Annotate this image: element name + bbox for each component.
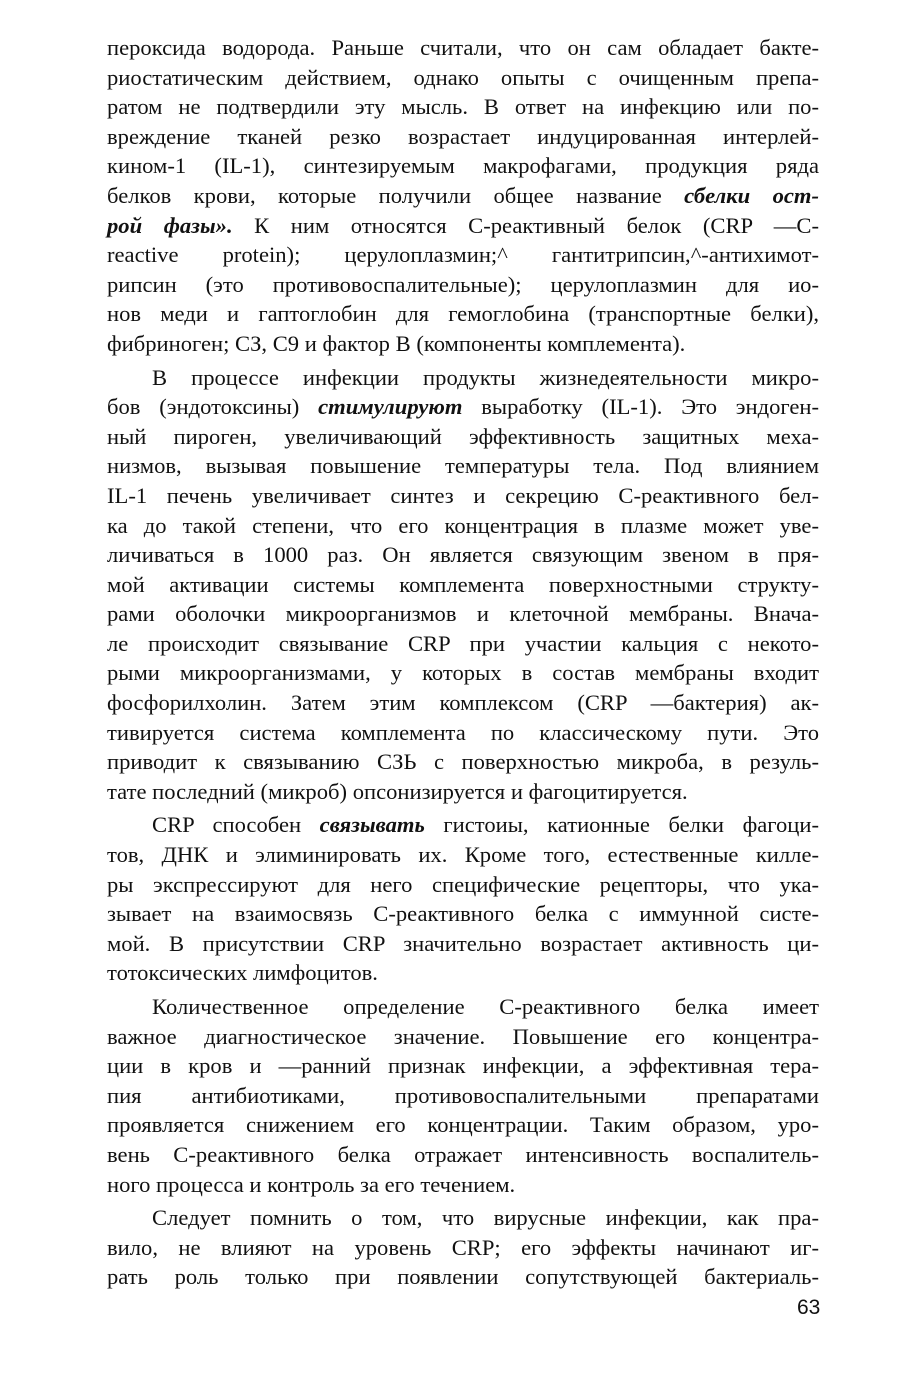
text-line [107, 1022, 819, 1052]
text-line [107, 240, 819, 270]
text-run: вреждение тканей резко возрастает индуцированная интерлей- [107, 123, 819, 149]
text-line [107, 929, 819, 959]
text-line [107, 151, 819, 181]
text-run: CRP способен [152, 812, 320, 838]
paragraph [107, 1203, 819, 1292]
text-line [107, 92, 819, 122]
text-run: гистоиы, катионные белки фагоци- [424, 812, 819, 838]
text-line [107, 747, 819, 777]
emphasized-text: связывать [319, 812, 425, 838]
text-line [107, 1203, 819, 1233]
text-run: риостатическим действием, однако опыты с очищенным препа- [107, 64, 819, 90]
text-run: Следует помнить о том, что вирусные инфекции, как пра- [152, 1205, 819, 1231]
text-line [107, 211, 819, 241]
text-run: мой активации системы комплемента поверхностными структу- [107, 571, 819, 597]
text-line [107, 329, 819, 359]
text-run: reactive protein); церулоплазмин;^ гантитрипсин,^-антихимот- [107, 242, 819, 268]
text-line [107, 299, 819, 329]
text-line [107, 511, 819, 541]
text-run: рыми микроорганизмами, у которых в состав мембраны входит [107, 660, 819, 686]
text-run: тивируется система комплемента по классическому пути. Это [107, 719, 819, 745]
text-run: вило, не влияют на уровень CRP; его эффекты начинают иг- [107, 1234, 819, 1260]
paragraph [107, 363, 819, 807]
text-line [107, 992, 819, 1022]
text-line [107, 63, 819, 93]
text-run: вень С-реактивного белка отражает интенсивность воспалитель- [107, 1141, 819, 1167]
text-line [107, 1140, 819, 1170]
text-line [107, 33, 819, 63]
text-line [107, 1051, 819, 1081]
text-run: рами оболочки микроорганизмов и клеточной мембраны. Внача- [107, 601, 819, 627]
text-line [107, 658, 819, 688]
page-number: 63 [797, 1296, 821, 1319]
text-line [107, 122, 819, 152]
text-run: личиваться в 1000 раз. Он является связующим звеном в пря- [107, 542, 819, 568]
text-line [107, 599, 819, 629]
text-run: проявляется снижением его концентрации. Таким образом, уро- [107, 1112, 819, 1138]
text-run: рипсин (это противовоспалительные); церулоплазмин для ио- [107, 271, 819, 297]
text-line [107, 270, 819, 300]
emphasized-text: рой фазы». [107, 212, 233, 238]
paragraph [107, 810, 819, 988]
text-run: важное диагностическое значение. Повышение его концентра- [107, 1023, 819, 1049]
paragraph [107, 992, 819, 1199]
text-line [107, 840, 819, 870]
text-run: нов меди и гаптоглобин для гемоглобина (транспортные белки), [107, 301, 819, 327]
text-line [107, 1110, 819, 1140]
text-run: тотоксических лимфоцитов. [107, 960, 378, 986]
text-run: бов (эндотоксины) [107, 394, 319, 420]
text-line [107, 810, 819, 840]
text-line [107, 777, 819, 807]
text-run: тате последний (микроб) опсонизируется и фагоцитируется. [107, 778, 688, 804]
text-run: К ним относятся С-реактивный белок (CRP —С- [232, 212, 819, 238]
text-run: фосфорилхолин. Затем этим комплексом (CRP —бактерия) ак- [107, 690, 819, 716]
text-line [107, 1170, 819, 1200]
text-run: ный пироген, увеличивающий эффективность защитных меха- [107, 423, 819, 449]
text-run: выработку (IL-1). Это эндоген- [462, 394, 819, 420]
text-run: ции в кров и —ранний признак инфекции, а эффективная тера- [107, 1053, 819, 1079]
text-run: фибриноген; СЗ, С9 и фактор В (компоненты комплемента). [107, 330, 686, 356]
text-run: ле происходит связывание CRP при участии кальция с некото- [107, 630, 819, 656]
paragraph [107, 33, 819, 359]
emphasized-text: стимулируют [318, 394, 463, 420]
text-line [107, 481, 819, 511]
text-line [107, 718, 819, 748]
text-run: В процессе инфекции продукты жизнедеятельности микро- [152, 364, 819, 390]
text-run: приводит к связыванию СЗЬ с поверхностью микроба, в резуль- [107, 749, 819, 775]
text-run: рать роль только при появлении сопутствующей бактериаль- [107, 1264, 819, 1290]
text-run: мой. В присутствии CRP значительно возрастает активность ци- [107, 930, 819, 956]
text-line [107, 958, 819, 988]
text-line [107, 629, 819, 659]
text-line [107, 870, 819, 900]
text-run: белков крови, которые получили общее название [107, 182, 685, 208]
text-line [107, 392, 819, 422]
text-line [107, 899, 819, 929]
emphasized-text: сбелки ост- [684, 182, 819, 208]
text-run: ратом не подтвердили эту мысль. В ответ на инфекцию или по- [107, 94, 819, 120]
text-line [107, 540, 819, 570]
text-line [107, 181, 819, 211]
text-line [107, 363, 819, 393]
text-run: кином-1 (IL-1), синтезируемым макрофагами, продукция ряда [107, 153, 819, 179]
text-run: ка до такой степени, что его концентрация в плазме может уве- [107, 512, 819, 538]
text-run: Количественное определение С-реактивного белка имеет [152, 994, 819, 1019]
body-text [107, 33, 819, 1292]
text-run: пероксида водорода. Раньше считали, что он сам обладает бакте- [107, 35, 819, 60]
text-line [107, 451, 819, 481]
text-run: ры экспрессируют для него специфические рецепторы, что ука- [107, 871, 819, 897]
text-line [107, 1262, 819, 1292]
text-line [107, 1233, 819, 1263]
text-run: пия антибиотиками, противовоспалительными препаратами [107, 1082, 819, 1108]
text-line [107, 422, 819, 452]
text-line [107, 570, 819, 600]
text-run: низмов, вызывая повышение температуры тела. Под влиянием [107, 453, 819, 479]
text-run: зывает на взаимосвязь С-реактивного белка с иммунной систе- [107, 901, 819, 927]
text-line [107, 1081, 819, 1111]
text-run: тов, ДНК и элиминировать их. Кроме того, естественные килле- [107, 842, 819, 868]
text-run: ного процесса и контроль за его течением. [107, 1171, 516, 1197]
text-line [107, 688, 819, 718]
text-run: IL-1 печень увеличивает синтез и секрецию С-реактивного бел- [107, 482, 819, 508]
